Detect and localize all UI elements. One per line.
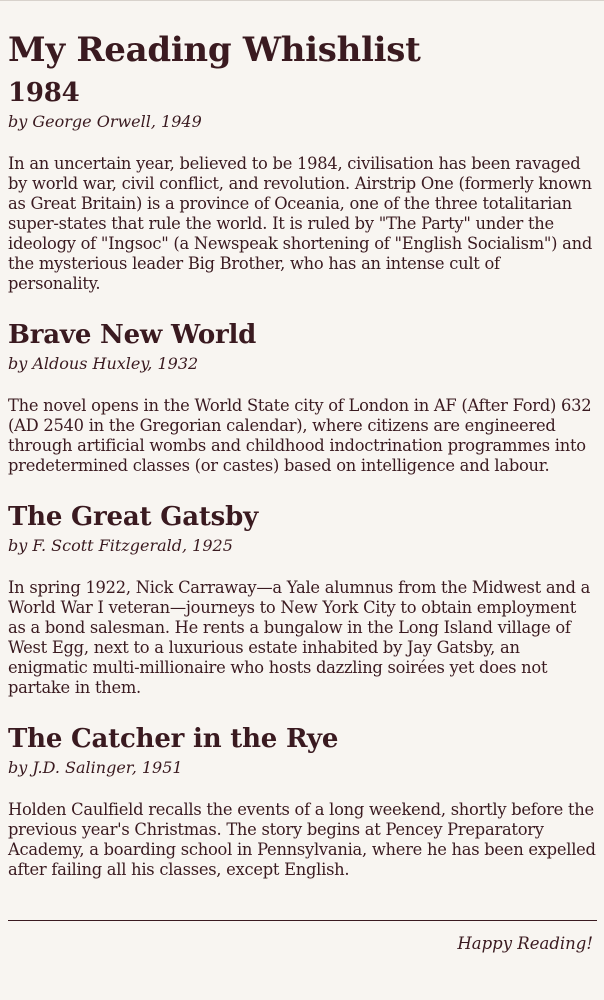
book-title: 1984 bbox=[8, 78, 80, 108]
book-summary: The novel opens in the World State city of London in AF (After Ford) 632 (AD 2540 in the Gregorian calendar), where citizens are engineered through artificial wombs and childhood indoctrination programmes into predetermined classes (or castes) based on intelligence and labour. bbox=[8, 396, 592, 475]
footer-divider bbox=[8, 920, 597, 921]
book-summary: In an uncertain year, believed to be 1984, civilisation has been ravaged by world war, civil conflict, and revolution. Airstrip One (formerly known as Great Britain) is a province of Oceania, one of the three totalitarian super-states that rule the world. It is ruled by "The Party" under the ideology of "Ingsoc" (a Newspeak shortening of "English Socialism") and the mysterious leader Big Brother, who has an intense cult of personality. bbox=[8, 154, 593, 293]
book-title: Brave New World bbox=[8, 320, 257, 350]
book-byline: by J.D. Salinger, 1951 bbox=[8, 758, 183, 777]
book-title: The Catcher in the Rye bbox=[8, 724, 339, 754]
book-entry bbox=[8, 502, 597, 698]
page bbox=[0, 1, 604, 954]
book-summary: Holden Caulfield recalls the events of a long weekend, shortly before the previous year's Christmas. The story begins at Pencey Preparatory Academy, a boarding school in Pennsylvania, where he has been expelled after failing all his classes, except English. bbox=[8, 800, 596, 879]
book-entry bbox=[8, 78, 597, 294]
book-title: The Great Gatsby bbox=[8, 502, 258, 532]
footer-note: Happy Reading! bbox=[457, 934, 593, 953]
book-entry bbox=[8, 724, 597, 880]
book-byline: by Aldous Huxley, 1932 bbox=[8, 354, 199, 373]
book-entry bbox=[8, 320, 597, 476]
book-summary: In spring 1922, Nick Carraway—a Yale alumnus from the Midwest and a World War I veteran—journeys to New York City to obtain employment as a bond salesman. He rents a bungalow in the Long Island village of West Egg, next to a luxurious estate inhabited by Jay Gatsby, an enigmatic multi-millionaire who hosts dazzling soirées yet does not partake in them. bbox=[8, 578, 591, 697]
book-byline: by F. Scott Fitzgerald, 1925 bbox=[8, 536, 233, 555]
book-byline: by George Orwell, 1949 bbox=[8, 112, 202, 131]
page-title: My Reading Whishlist bbox=[8, 30, 421, 70]
